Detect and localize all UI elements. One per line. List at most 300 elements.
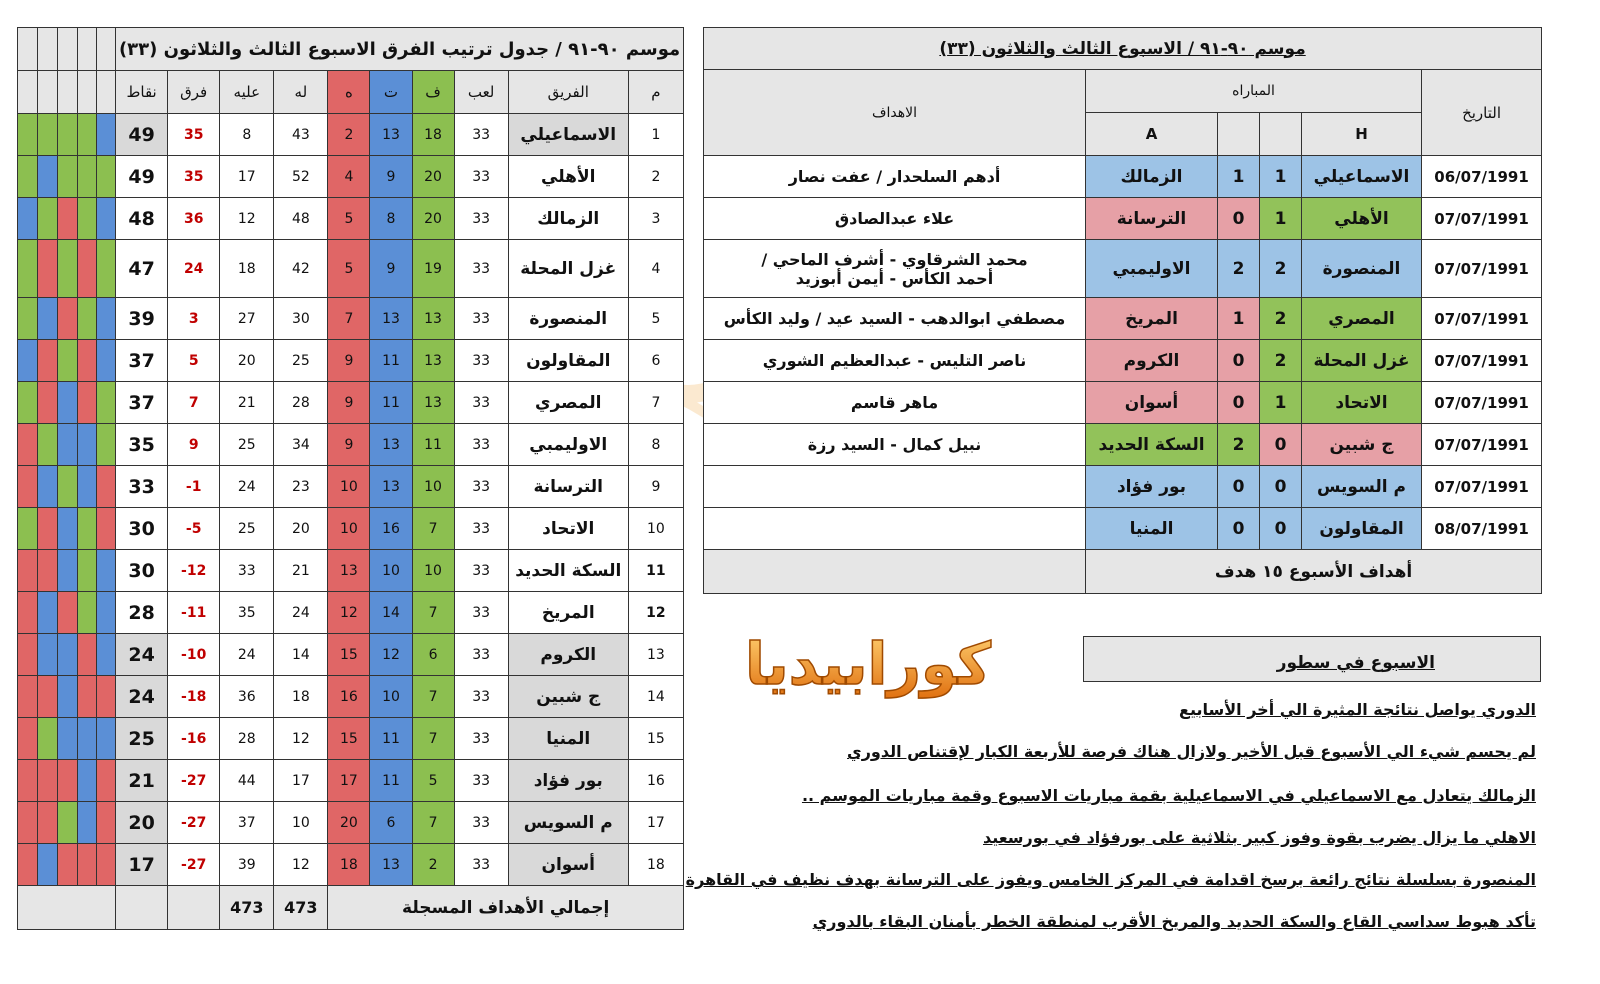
match-date: 07/07/1991 xyxy=(1422,466,1542,508)
form-indicator xyxy=(97,802,116,844)
note-line-4: الاهلي ما يزال يضرب بقوة وفوز كبير بثلاثية على بورفؤاد في بورسعيد xyxy=(983,828,1536,847)
form-indicator xyxy=(38,634,58,676)
form-indicator xyxy=(38,156,58,198)
team-points: 37 xyxy=(116,340,168,382)
match-date: 06/07/1991 xyxy=(1422,156,1542,198)
team-points: 33 xyxy=(116,466,168,508)
team-name: الكروم xyxy=(508,634,628,676)
team-won: 7 xyxy=(412,802,454,844)
form-indicator xyxy=(97,382,116,424)
form-indicator xyxy=(97,466,116,508)
form-indicator xyxy=(58,114,78,156)
team-goals-for: 28 xyxy=(274,382,328,424)
team-drawn: 13 xyxy=(370,466,412,508)
team-goal-diff: -16 xyxy=(168,718,220,760)
form-indicator xyxy=(97,340,116,382)
form-indicator xyxy=(38,382,58,424)
standings-row xyxy=(18,466,684,508)
team-lost: 15 xyxy=(328,634,370,676)
team-drawn: 9 xyxy=(370,156,412,198)
note-line-3: الزمالك يتعادل مع الاسماعيلي في الاسماعيلية بقمة مباريات الاسبوع وقمة مباريات الموسم .. xyxy=(801,786,1536,805)
home-score: 1 xyxy=(1260,382,1302,424)
match-row xyxy=(704,298,1542,340)
form-indicator xyxy=(78,298,97,340)
home-score: 1 xyxy=(1260,156,1302,198)
team-goals-for: 20 xyxy=(274,508,328,550)
team-goal-diff: -27 xyxy=(168,844,220,886)
team-name: بور فؤاد xyxy=(508,760,628,802)
home-team: المصري xyxy=(1302,298,1422,340)
team-drawn: 12 xyxy=(370,634,412,676)
team-lost: 16 xyxy=(328,676,370,718)
header-away: A xyxy=(1086,113,1218,156)
form-indicator xyxy=(18,466,38,508)
total-ga: 473 xyxy=(220,886,274,930)
form-indicator xyxy=(58,424,78,466)
away-score: 0 xyxy=(1218,198,1260,240)
form-indicator xyxy=(38,760,58,802)
form-indicator xyxy=(58,718,78,760)
form-indicator xyxy=(18,508,38,550)
away-team: أسوان xyxy=(1086,382,1218,424)
team-drawn: 8 xyxy=(370,198,412,240)
form-indicator xyxy=(97,844,116,886)
away-team: المنيا xyxy=(1086,508,1218,550)
team-won: 20 xyxy=(412,156,454,198)
form-indicator xyxy=(18,592,38,634)
form-indicator xyxy=(18,424,38,466)
team-goals-against: 27 xyxy=(220,298,274,340)
form-indicator xyxy=(97,508,116,550)
form-indicator xyxy=(78,466,97,508)
team-goals-against: 24 xyxy=(220,466,274,508)
form-indicator xyxy=(18,550,38,592)
form-indicator xyxy=(58,760,78,802)
away-team: الزمالك xyxy=(1086,156,1218,198)
standings-row xyxy=(18,198,684,240)
note-line-2: لم يحسم شيء الي الأسبوع قبل الأخير ولازال هناك فرصة للأربعة الكبار لإقتناص الدوري xyxy=(847,742,1536,761)
form-indicator xyxy=(38,340,58,382)
team-drawn: 6 xyxy=(370,802,412,844)
form-indicator xyxy=(78,550,97,592)
team-points: 49 xyxy=(116,156,168,198)
home-score: 0 xyxy=(1260,466,1302,508)
team-played: 33 xyxy=(454,382,508,424)
standings-table xyxy=(17,27,684,930)
away-score: 1 xyxy=(1218,298,1260,340)
team-goals-against: 18 xyxy=(220,240,274,298)
team-played: 33 xyxy=(454,508,508,550)
team-goals-for: 14 xyxy=(274,634,328,676)
standings-row xyxy=(18,424,684,466)
team-played: 33 xyxy=(454,676,508,718)
match-date: 07/07/1991 xyxy=(1422,340,1542,382)
team-goal-diff: -1 xyxy=(168,466,220,508)
team-goal-diff: 24 xyxy=(168,240,220,298)
form-indicator xyxy=(58,382,78,424)
team-name: الترسانة xyxy=(508,466,628,508)
total-label: إجمالي الأهداف المسجلة xyxy=(328,886,684,930)
form-indicator xyxy=(58,634,78,676)
team-played: 33 xyxy=(454,114,508,156)
form-indicator xyxy=(97,114,116,156)
team-goals-against: 25 xyxy=(220,508,274,550)
team-points: 21 xyxy=(116,760,168,802)
form-indicator xyxy=(78,718,97,760)
form-indicator xyxy=(38,802,58,844)
team-points: 20 xyxy=(116,802,168,844)
team-played: 33 xyxy=(454,802,508,844)
match-scorers xyxy=(704,198,1086,240)
form-indicator xyxy=(58,844,78,886)
match-row xyxy=(704,508,1542,550)
team-goals-against: 12 xyxy=(220,198,274,240)
team-rank: 3 xyxy=(628,198,683,240)
team-lost: 10 xyxy=(328,508,370,550)
form-indicator xyxy=(58,340,78,382)
team-played: 33 xyxy=(454,424,508,466)
team-rank: 2 xyxy=(628,156,683,198)
team-drawn: 11 xyxy=(370,382,412,424)
home-team: م السويس xyxy=(1302,466,1422,508)
team-points: 47 xyxy=(116,240,168,298)
form-indicator xyxy=(97,592,116,634)
team-won: 18 xyxy=(412,114,454,156)
scorers-line: ناصر التليس - عبدالعظيم الشوري xyxy=(762,351,1027,370)
team-goals-against: 24 xyxy=(220,634,274,676)
scorers-line: نبيل كمال - السيد رزة xyxy=(807,435,982,454)
form-indicator xyxy=(97,550,116,592)
team-goals-against: 36 xyxy=(220,676,274,718)
team-played: 33 xyxy=(454,198,508,240)
team-rank: 7 xyxy=(628,382,683,424)
team-rank: 17 xyxy=(628,802,683,844)
team-lost: 12 xyxy=(328,592,370,634)
team-name: الاتحاد xyxy=(508,508,628,550)
away-score: 0 xyxy=(1218,508,1260,550)
away-team: بور فؤاد xyxy=(1086,466,1218,508)
team-won: 19 xyxy=(412,240,454,298)
team-goal-diff: -10 xyxy=(168,634,220,676)
team-points: 30 xyxy=(116,508,168,550)
team-points: 24 xyxy=(116,634,168,676)
form-indicator xyxy=(58,156,78,198)
team-rank: 14 xyxy=(628,676,683,718)
team-won: 11 xyxy=(412,424,454,466)
team-goals-for: 42 xyxy=(274,240,328,298)
form-indicator xyxy=(58,298,78,340)
standings-title: موسم ٩٠-٩١ / جدول ترتيب الفرق الاسبوع الثالث والثلاثون (٣٣) xyxy=(116,28,684,71)
team-name: المقاولون xyxy=(508,340,628,382)
team-played: 33 xyxy=(454,592,508,634)
scorers-line: ماهر قاسم xyxy=(850,393,939,412)
team-goal-diff: -5 xyxy=(168,508,220,550)
home-score: 0 xyxy=(1260,508,1302,550)
standings-row xyxy=(18,114,684,156)
team-played: 33 xyxy=(454,298,508,340)
standings-row xyxy=(18,298,684,340)
header-played: لعب xyxy=(454,71,508,114)
form-indicator xyxy=(18,760,38,802)
team-points: 49 xyxy=(116,114,168,156)
team-lost: 9 xyxy=(328,340,370,382)
team-goals-against: 37 xyxy=(220,802,274,844)
form-indicator xyxy=(58,508,78,550)
team-won: 13 xyxy=(412,340,454,382)
match-scorers xyxy=(704,340,1086,382)
form-indicator xyxy=(97,156,116,198)
team-goals-for: 12 xyxy=(274,718,328,760)
team-lost: 17 xyxy=(328,760,370,802)
header-points: نقاط xyxy=(116,71,168,114)
away-team: المريخ xyxy=(1086,298,1218,340)
form-indicator xyxy=(78,760,97,802)
form-indicator xyxy=(38,114,58,156)
matches-table xyxy=(703,27,1542,594)
team-name: الاوليمبي xyxy=(508,424,628,466)
match-scorers xyxy=(704,298,1086,340)
note-line-1: الدوري يواصل نتائجة المثيرة الي أخر الأسابيع xyxy=(1179,700,1536,719)
scorers-line: محمد الشرقاوي - أشرف الماحي / xyxy=(761,249,1028,269)
team-won: 20 xyxy=(412,198,454,240)
home-team: المنصورة xyxy=(1302,240,1422,298)
team-goals-for: 10 xyxy=(274,802,328,844)
team-goal-diff: -27 xyxy=(168,760,220,802)
team-points: 25 xyxy=(116,718,168,760)
team-rank: 1 xyxy=(628,114,683,156)
team-drawn: 13 xyxy=(370,424,412,466)
team-lost: 7 xyxy=(328,298,370,340)
team-drawn: 9 xyxy=(370,240,412,298)
matches-title: موسم ٩٠-٩١ / الاسبوع الثالث والثلاثون (٣٣) xyxy=(939,38,1306,59)
team-lost: 15 xyxy=(328,718,370,760)
team-points: 35 xyxy=(116,424,168,466)
home-score: 2 xyxy=(1260,298,1302,340)
header-match: المباراه xyxy=(1086,70,1422,113)
standings-row xyxy=(18,718,684,760)
team-rank: 4 xyxy=(628,240,683,298)
form-indicator xyxy=(18,382,38,424)
form-indicator xyxy=(78,844,97,886)
team-won: 6 xyxy=(412,634,454,676)
form-indicator xyxy=(97,240,116,298)
total-gf: 473 xyxy=(274,886,328,930)
header-diff: فرق xyxy=(168,71,220,114)
match-date: 07/07/1991 xyxy=(1422,424,1542,466)
team-goals-against: 28 xyxy=(220,718,274,760)
form-indicator xyxy=(97,760,116,802)
away-score: 2 xyxy=(1218,424,1260,466)
team-goals-against: 17 xyxy=(220,156,274,198)
team-goal-diff: -18 xyxy=(168,676,220,718)
standings-row xyxy=(18,760,684,802)
team-won: 5 xyxy=(412,760,454,802)
form-indicator xyxy=(78,424,97,466)
team-won: 2 xyxy=(412,844,454,886)
home-team: المقاولون xyxy=(1302,508,1422,550)
match-scorers xyxy=(704,508,1086,550)
home-score: 2 xyxy=(1260,240,1302,298)
notes-title: الاسبوع في سطور xyxy=(1276,653,1435,673)
team-played: 33 xyxy=(454,718,508,760)
team-lost: 5 xyxy=(328,240,370,298)
match-date: 07/07/1991 xyxy=(1422,198,1542,240)
match-row xyxy=(704,382,1542,424)
korapedia-logo xyxy=(718,612,1018,722)
team-goal-diff: -27 xyxy=(168,802,220,844)
team-played: 33 xyxy=(454,760,508,802)
form-indicator xyxy=(97,676,116,718)
form-indicator xyxy=(78,382,97,424)
team-goals-for: 34 xyxy=(274,424,328,466)
team-drawn: 10 xyxy=(370,550,412,592)
team-drawn: 11 xyxy=(370,760,412,802)
team-rank: 11 xyxy=(628,550,683,592)
team-goals-against: 25 xyxy=(220,424,274,466)
form-indicator xyxy=(58,466,78,508)
team-goal-diff: 35 xyxy=(168,156,220,198)
form-indicator xyxy=(38,718,58,760)
home-score: 2 xyxy=(1260,340,1302,382)
form-indicator xyxy=(58,592,78,634)
team-drawn: 14 xyxy=(370,592,412,634)
team-won: 13 xyxy=(412,298,454,340)
form-indicator xyxy=(58,676,78,718)
team-drawn: 13 xyxy=(370,844,412,886)
team-name: المنصورة xyxy=(508,298,628,340)
team-points: 17 xyxy=(116,844,168,886)
team-drawn: 10 xyxy=(370,676,412,718)
team-lost: 10 xyxy=(328,466,370,508)
team-name: أسوان xyxy=(508,844,628,886)
form-indicator xyxy=(58,240,78,298)
form-indicator xyxy=(18,114,38,156)
team-played: 33 xyxy=(454,156,508,198)
match-row xyxy=(704,156,1542,198)
home-team: الأهلي xyxy=(1302,198,1422,240)
team-goals-against: 8 xyxy=(220,114,274,156)
team-lost: 4 xyxy=(328,156,370,198)
match-date: 07/07/1991 xyxy=(1422,382,1542,424)
team-rank: 15 xyxy=(628,718,683,760)
team-goal-diff: 36 xyxy=(168,198,220,240)
match-scorers xyxy=(704,382,1086,424)
form-indicator xyxy=(38,424,58,466)
team-rank: 16 xyxy=(628,760,683,802)
team-lost: 9 xyxy=(328,382,370,424)
match-row xyxy=(704,466,1542,508)
form-indicator xyxy=(97,198,116,240)
scorers-line: أدهم السلحدار / عفت نصار xyxy=(788,167,1001,186)
away-score: 1 xyxy=(1218,156,1260,198)
team-name: المريخ xyxy=(508,592,628,634)
team-played: 33 xyxy=(454,634,508,676)
form-indicator xyxy=(78,240,97,298)
team-played: 33 xyxy=(454,550,508,592)
team-played: 33 xyxy=(454,466,508,508)
team-lost: 5 xyxy=(328,198,370,240)
scorers-line: أحمد الكأس - أيمن أبوزيد xyxy=(795,268,994,288)
header-team: الفريق xyxy=(508,71,628,114)
standings-row xyxy=(18,340,684,382)
team-lost: 20 xyxy=(328,802,370,844)
form-indicator xyxy=(18,718,38,760)
team-name: المصري xyxy=(508,382,628,424)
team-goals-for: 43 xyxy=(274,114,328,156)
away-team: الترسانة xyxy=(1086,198,1218,240)
team-drawn: 16 xyxy=(370,508,412,550)
standings-row xyxy=(18,802,684,844)
team-rank: 12 xyxy=(628,592,683,634)
form-indicator xyxy=(18,298,38,340)
team-won: 7 xyxy=(412,676,454,718)
standings-row xyxy=(18,240,684,298)
standings-row xyxy=(18,676,684,718)
form-indicator xyxy=(78,198,97,240)
away-team: الكروم xyxy=(1086,340,1218,382)
form-indicator xyxy=(97,424,116,466)
team-rank: 10 xyxy=(628,508,683,550)
form-indicator xyxy=(38,550,58,592)
header-drawn: ت xyxy=(370,71,412,114)
team-goals-for: 12 xyxy=(274,844,328,886)
form-indicator xyxy=(78,802,97,844)
team-points: 28 xyxy=(116,592,168,634)
form-indicator xyxy=(18,634,38,676)
form-indicator xyxy=(18,802,38,844)
home-team: ج شبين xyxy=(1302,424,1422,466)
logo-text: كورابيديا xyxy=(745,630,991,698)
form-indicator xyxy=(18,240,38,298)
form-indicator xyxy=(97,718,116,760)
team-points: 30 xyxy=(116,550,168,592)
form-indicator xyxy=(78,340,97,382)
match-date: 07/07/1991 xyxy=(1422,240,1542,298)
scorers-line: مصطفي ابوالدهب - السيد عيد / وليد الكأس xyxy=(723,309,1066,328)
team-lost: 18 xyxy=(328,844,370,886)
team-goals-for: 52 xyxy=(274,156,328,198)
scorers-line: علاء عبدالصادق xyxy=(834,209,955,228)
standings-row xyxy=(18,382,684,424)
team-drawn: 11 xyxy=(370,340,412,382)
team-points: 24 xyxy=(116,676,168,718)
form-indicator xyxy=(38,844,58,886)
team-rank: 5 xyxy=(628,298,683,340)
header-rank: م xyxy=(628,71,683,114)
team-goals-for: 48 xyxy=(274,198,328,240)
team-goal-diff: 3 xyxy=(168,298,220,340)
form-indicator xyxy=(18,156,38,198)
away-team: السكة الحديد xyxy=(1086,424,1218,466)
form-indicator xyxy=(58,198,78,240)
team-won: 7 xyxy=(412,718,454,760)
home-team: الاسماعيلي xyxy=(1302,156,1422,198)
team-name: غزل المحلة xyxy=(508,240,628,298)
form-indicator xyxy=(78,508,97,550)
header-won: ف xyxy=(412,71,454,114)
team-goals-for: 25 xyxy=(274,340,328,382)
match-scorers xyxy=(704,156,1086,198)
team-goals-against: 35 xyxy=(220,592,274,634)
match-date: 08/07/1991 xyxy=(1422,508,1542,550)
team-lost: 13 xyxy=(328,550,370,592)
team-goals-for: 21 xyxy=(274,550,328,592)
header-lost: ه xyxy=(328,71,370,114)
team-goals-for: 23 xyxy=(274,466,328,508)
header-gf: له xyxy=(274,71,328,114)
away-team: الاوليمبي xyxy=(1086,240,1218,298)
form-indicator xyxy=(97,298,116,340)
